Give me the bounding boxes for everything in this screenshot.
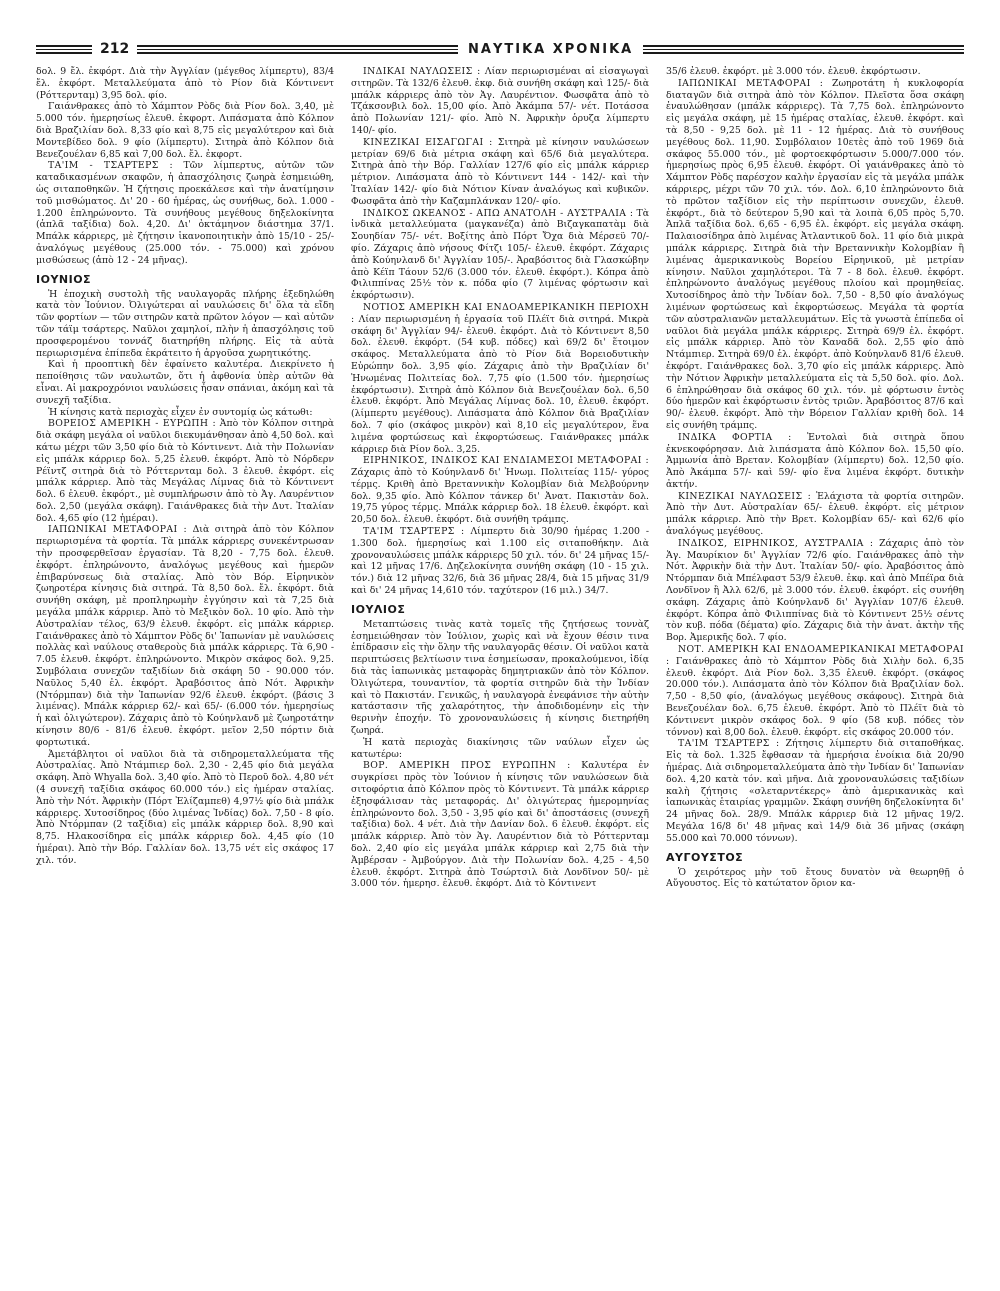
subsection-paragraph [666, 738, 964, 844]
subsection-heading: ΤΑ'ΙΜ ΤΣΑΡΤΕΡΣ : [678, 738, 780, 750]
subsection-body: Γαιάνθρακες ἀπὸ τὸ Χάμπτον Ρὸδς διὰ Χιλὴν δολ. 6,35 ἐλευθ. ἐκφόρτ. Διὰ Ρίον δολ. 3,35 ἐλευθ. ἐκφόρτ. (σκάφος 20.000 τόν.). Λιπάσματα ἀπὸ τὸν Κόλπον διὰ Βραζιλίαν δολ. 7,50 - 8,50 φίο, (ἀναλόγως μεγέθους σκάφους). Σιτηρὰ διὰ Βενεζουέλαν δολ. 6,75 ἐλευθ. ἐκφόρτ. Ἀπὸ τὸ Πλέϊτ διὰ τὸ Κόντινεντ μικρὸν σκάφος δολ. 9 φίο (58 κυβ. πόδες τὸν τόννον) καὶ 8,00 δολ. ἐλευθ. ἐκφόρτ. εἰς σκάφος 20.000 τόν. [666, 655, 964, 738]
subsection-heading: ΙΝΔΙΚΑΙ ΝΑΥΛΩΣΕΙΣ : [363, 66, 481, 77]
subsection-body: Λίαν περιωρισμέναι αἱ εἰσαγωγαὶ σιτηρῶν. Τὰ 132/6 ἐλευθ. ἐκφ. διὰ συνήθη σκάφη καὶ 125/- διὰ μπάλκ κάρριερς ἀπὸ τὸν Ἀγ. Λαυρέντιον. Φωσφᾶτα ἀπὸ τὸ Τζάκσονβιλ δολ. 15,00 φίο. Ἀπὸ Ἀκάμπα 57/- νέτ. Ποτάσσα ἀπὸ Πολωνίαν 121/- φίο. Ἀπὸ Ν. Ἀφρικὴν ὁρυζα λίμπερτυ 140/- φίο. [351, 66, 649, 136]
subsection-body: Τὰ ἰνδικὰ μεταλλεύματα (μαγκανέζα) ἀπὸ Βιζαγκαπατὰμ διὰ Σουηδίαν 75/- νέτ. Βοξίτης ἀπὸ Πόρτ Ὄχα διὰ Μέρσεϋ 70/- φίο. Ζάχαρις ἀπὸ νήσους Φίτζι 105/- ἐλευθ. ἐκφόρτ. Ζάχαρις ἀπὸ Κούηνλανδ δι' Ἀγγλίαν 105/-. Ἀραβόσιτος διὰ Γλασκώβην ἀπὸ Κέϊπ Τάουν 52/6 (3.000 τόν. ἐλευθ. ἐκφόρτ.). Κόπρα ἀπὸ Φιλιππίνας 25½ τὸν κ. πόδα φίο (7 λιμένας φόρτωσιν καὶ ἐκφόρτωσιν). [351, 207, 649, 302]
subsection-paragraph [666, 491, 964, 538]
subsection-paragraph [351, 455, 649, 526]
subsection-body: Ἐντολαὶ διὰ σιτηρὰ ὅπου ἐκνεκοφόρησαν. Διὰ λιπάσματα ἀπὸ Κόλπον δολ. 15,50 φίο. Ἀμμωνία ἀπὸ Βρεταν. Κολομβίαν (λίμπερτυ) δολ. 12,50 φίο. Ἀπὸ Ἀκάμπα 57/- καὶ 59/- φίο ἕνα λιμένα ἐκφόρτ. δυτικὴν ἀκτήν. [666, 431, 964, 490]
subsection-paragraph [666, 538, 964, 644]
subsection-body: Ζωηροτάτη ἡ κυκλοφορία διαταγῶν διὰ σιτηρὰ ἀπὸ τὸν Κόλπον. Πλεῖστα ὅσα σκάφη ἐναυλώθησαν (μπάλκ κάρριερς). Τὰ 7,75 δολ. ἐπληρώνοντο εἰς μεγάλα σκάφη, μὲ 15 ἡμέρας σταλίας, ἐλευθ. ἐκφόρτ. καὶ τὰ 8,50 - 9,25 δολ. μὲ 11 - 12 ἡμέρας. Διὰ τὸ συνήθους μεγέθους δολ. 11,90. Συμβόλαιον 10ετὲς ἀπὸ τοῦ 1969 διὰ σκάφος 55.000 τόν., μὲ φορτοεκφόρτωσιν 5.000/7.000 τόν. ἡμερησίως πρὸς 6,95 ἐλευθ. ἐκφόρτ. Οἱ γαιάνθρακες ἀπὸ τὸ Χάμπτον Ρὸδς παρέσχον καλὴν ἐργασίαν εἰς τὰ μεγάλα μπάλκ κάρριερς, μέχρι τῶν 70 χιλ. τόν. Δολ. 6,10 ἐπληρώνοντο διὰ τὸ πρῶτον ταξίδιον εἰς τὴν περίπτωσιν συνεχῶν, ἐλευθ. ἐκφόρτ., διὰ τὸ δεύτερον 5,90 καὶ τὰ λοιπὰ 6,05 πρὸς 5,70. Ἁπλᾶ ταξίδια δολ. 6,65 - 6,95 ἐλ. ἐκφόρτ. εἰς μεγάλα σκάφη. Παλαιοσίδηρα ἀπὸ λιμένας Ἀτλαντικοῦ δολ. 11 φίο διὰ μικρὰ μπάλκ κάρριερς. Σιτηρὰ διὰ τὴν Βρεταννικὴν Κολομβίαν ἢ λιμένας ἀμερικανικοὺς Βορείου Εἰρηνικοῦ, μὲ μετρίαν κίνησιν. Ναῦλοι χαμηλότεροι. Τὰ 7 - 8 δολ. ἐλευθ. ἐκφόρτ. ἐπληρώνοντο ἀναλόγως μεγέθους πλοίου καὶ προμηθείας. Χυτοσίδηρος ἀπὸ τὴν Ἰνδίαν δολ. 7,50 - 8,50 φίο ἀναλόγως λιμένων φορτώσεως καὶ ἐκφορτώσεως. Μεγάλα τὰ φορτία τῶν αὐστραλιανῶν μεταλλευμάτων. Εἰς τὰ γνωστὰ ἐπίπεδα οἱ ναῦλοι διὰ μεγάλα μπάλκ κάρριερς. Σιτηρὰ 69/9 ἐλ. ἐκφόρτ. εἰς μπάλκ κάρριερ. Ἀπὸ τὸν Καναδᾶ δολ. 2,55 φίο ἀπὸ Ντάμπιερ. Σιτηρὰ 69/0 ἐλ. ἐκφόρτ. ἀπὸ Κούηνλανδ 81/6 ἐλευθ. ἐκφόρτ. Γαιάνθρακες δολ. 3,70 φίο εἰς μπάλκ κάρριερς. Ἀπὸ τὴν Νότιον Ἀφρικὴν μεταλλεύματα εἰς τὰ 5,50 δολ. φίο. Δολ. 6 ἐπληρώθησαν διὰ σκάφος 60 χιλ. τόν. μὲ φόρτωσιν ἐντὸς δύο ἡμερῶν καὶ ἐκφόρτωσιν ἐντὸς τριῶν. Ἀραβόσιτος 87/6 καὶ 90/- ἐλευθ. ἐκφόρτ. Ἀπὸ τὴν Βόρειον Γαλλίαν κριθὴ δολ. 14 εἰς συνήθη τράμπς. [666, 77, 964, 431]
subsection-heading: ΕΙΡΗΝΙΚΟΣ, ΙΝΔΙΚΟΣ ΚΑΙ ΕΝΔΙΑΜΕΣΟΙ ΜΕΤΑΦΟΡΑΙ : [363, 455, 649, 467]
journal-title: ΝΑΥΤΙΚΑ ΧΡΟΝΙΚΑ [468, 41, 634, 57]
subsection-paragraph [666, 644, 964, 738]
header-rule-middle [137, 45, 458, 54]
section-heading-july: ΙΟΥΛΙΟΣ [351, 602, 406, 616]
subsection-body: Ζάχαρις ἀπὸ τὸν Ἁγ. Μαυρίκιον δι' Ἀγγλίαν 72/6 φίο. Γαιάνθρακες ἀπὸ τὴν Νότ. Ἀφρικὴν διὰ τὴν Δυτ. Ἰταλίαν 50/- φίο. Ἀραβόσιτος ἀπὸ Ντόρμπαν διὰ Μπέλφαστ 53/9 ἐλευθ. ἐκφ. καὶ ἀπὸ Μπέϊρα διὰ Λονδῖνον ἢ Ἀλλ 62/6, μὲ 3.000 τόν. ἐλευθ. ἐκφόρτ. εἰς συνήθη σκάφη. Ζάχαρις ἀπὸ Κούηνλανδ δι' Ἀγγλίαν 107/6 ἐλευθ. ἐκφόρτ. Κόπρα ἀπὸ Φιλιππίνας διὰ τὸ Κόντινεντ 25½ σέντς τὸν κυβ. πόδα (δέματα) φίο. Ζάχαρις διὰ τὴν ἀνατ. ἀκτὴν τῆς Βορ. Ἀμερικῆς δολ. 7 φίο. [666, 537, 964, 644]
subsection-paragraph [351, 66, 649, 137]
paragraph: δολ. 9 ἔλ. ἐκφόρτ. Διὰ τὴν Ἀγγλίαν (μέγεθος λίμπερτυ), 83/4 ἔλ. ἐκφόρτ. Μεταλλεύματα ἀπὸ τὸ Ρίον διὰ Κόντινεντ (Ρόττερνταμ) 3,95 δολ. φίο. [36, 66, 334, 101]
subsection-body: Διὰ σιτηρὰ ἀπὸ τὸν Κόλπον περιωρισμένα τὰ φορτία. Τὰ μπάλκ κάρριερς συνεκέντρωσαν τὴν προσφερθεῖσαν ἐργασίαν. Τὰ 8,20 - 7,75 δολ. ἐλευθ. ἐκφόρτ. ἐπληρώνοντο, ἀναλόγως μεγέθους καὶ ἡμερῶν ἐπιβαρύνσεως διὰ σταλίας. Ἀπὸ τὸν Βόρ. Εἰρηνικὸν ζωηροτέρα κίνησις διὰ σιτηρά. Τὰ 8,50 δολ. ἔλ. ἐκφόρτ. διὰ συνήθη σκάφη, μὲ προπληρωμὴν ἐγγύησιν καὶ τὰ 7,25 διὰ μεγάλα μπάλκ κάρριερ. Ἀπὸ τὸ Μεξικὸν δολ. 10 φίο. Ἀπὸ τὴν Αὐστραλίαν τέλος, 63/9 ἐλευθ. ἐκφόρτ. εἰς μπάλκ κάρριερ. Γαιάνθρακες ἀπὸ τὸ Χάμπτον Ρὸδς δι' Ἰαπωνίαν μὲ ναυλώσεις πολλὰς καὶ ναύλους σταθεροὺς διὰ μπάλκ κάρριερς. Τὰ 6,90 - 7.05 ἐλευθ. ἐκφόρτ. ἐπληρώνοντο. Μικρὸν σκάφος δολ. 9,25. Συμβόλαια συνεχῶν ταξιδίων διὰ σκάφη 50 - 90.000 τόν. Ναῦλος 5,40 ἐλ. ἐκφόρτ. Ἀραβόσιτος ἀπὸ Νότ. Ἀφρικὴν (Ντόρμπαν) διὰ τὴν Ἰαπωνίαν 92/6 ἐλευθ. ἐκφόρτ. (βάσις 3 λιμένας). Μπάλκ κάρριερ 62/- καὶ 65/- (6.000 τόν. ἡμερησίως ἡ καὶ ὀλιγώτερον). Ζάχαρις ἀπὸ τὸ Κούηνλανδ μὲ ζωηροτάτην κίνησιν 80/6 - 81/6 ἐλευθ. ἐκφόρτ. μεῖον 2,50 πόρτιν διὰ φορτωτικά. [36, 524, 334, 748]
header-rule-right [643, 45, 964, 54]
subsection-heading: ΤΑ'ΙΜ ΤΣΑΡΤΕΡΣ : [363, 526, 465, 538]
paragraph: Ἡ ἐποχικὴ συστολὴ τῆς ναυλαγορᾶς πλήρης ἐξεδηλώθη κατὰ τὸν Ἰούνιον. Ὀλιγώτεραι αἱ ναυλώσεις δι' ὅλα τὰ εἴδη τῶν φορτίων — τῶν σιτηρῶν κατὰ πρῶτον λόγον — καὶ αὐτῶν τῶν τάϊμ τσάρτερς. Ναῦλοι χαμηλοί, πλὴν ἡ ἀπασχόλησις τοῦ προσφερομένου τοννάζ διατηρήθη πλήρης. Εἰς τὰ αὐτὰ περιωρισμένα ἐπίπεδα ἐκράτειτο ἡ ἀργοῦσα χωρητικότης. [36, 288, 334, 359]
subsection-paragraph [666, 78, 964, 432]
subsection-heading: ΙΑΠΩΝΙΚΑΙ ΜΕΤΑΦΟΡΑΙ : [48, 524, 188, 536]
subsection-paragraph [351, 208, 649, 302]
paragraph: Ὁ χειρότερος μὴν τοῦ ἔτους δυνατὸν νὰ θεωρηθῇ ὁ Αὔγουστος. Εἰς τὸ κατώτατον ὅριον κα- [666, 866, 964, 890]
paragraph: Καὶ ἡ προοπτικὴ δὲν ἐφαίνετο καλυτέρα. Διεκρίνετο ἡ πεποίθησις τῶν ναυλωτῶν, ὅτι ἡ ἀφθονία ὑπὲρ αὐτῶν θὰ εἶναι. Αἱ μακροχρόνιοι ναυλώσεις ἦσαν σπάνιαι, ἀκόμη καὶ τὰ συνεχῆ ταξίδια. [36, 359, 334, 406]
subsection-heading: ΙΝΔΙΚΟΣ ΩΚΕΑΝΟΣ - ΑΠΩ ΑΝΑΤΟΛΗ - ΑΥΣΤΡΑΛΙΑ : [363, 207, 634, 219]
text-columns [36, 66, 964, 1276]
subsection-paragraph [36, 524, 334, 748]
subsection-heading: ΚΙΝΕΖΙΚΑΙ ΕΙΣΑΓΩΓΑΙ : [363, 136, 493, 148]
subsection-paragraph [351, 302, 649, 455]
subsection-body: Ζάχαρις ἀπὸ τὸ Κούηνλανδ δι' Ἡνωμ. Πολιτείας 115/- γύρος τέρμς. Κριθὴ ἀπὸ Βρεταννικὴν Κολομβίαν διὰ Μελβούρνην δολ. 9,35 φίο. Ἀπὸ Κόλπον τάνκερ δι' Ἀνατ. Πακιστὰν δολ. 19,75 γύρος τέρμς. Μπάλκ κάρριερ δολ. 18 ἐλευθ. ἐκφόρτ. καὶ 20,50 δολ. ἐλευθ. ἐκφόρτ. διὰ συνήθη τράμπς. [351, 467, 649, 526]
subsection-heading: ΙΑΠΩΝΙΚΑΙ ΜΕΤΑΦΟΡΑΙ : [678, 77, 824, 89]
subsection-heading: ΒΟΡ. ΑΜΕΡΙΚΗ ΠΡΟΣ ΕΥΡΩΠΗΝ : [363, 760, 571, 772]
column-1 [36, 66, 334, 1276]
subsection-heading: ΤΑ'ΙΜ - ΤΣΑΡΤΕΡΣ : [48, 160, 174, 172]
paragraph: 35/6 ἐλευθ. ἐκφόρτ. μὲ 3.000 τόν. ἐλευθ. ἐκφόρτωσιν. [666, 66, 921, 77]
section-heading-august: ΑΥΓΟΥΣΤΟΣ [666, 850, 744, 864]
subsection-body: Ζήτησις λίμπερτυ διὰ σιταποθήκας. Εἰς τὰ δολ. 1.325 ἔφθασαν τὰ ἡμερήσια ἐνοίκια διὰ 20/90 ἡμέρας. Διὰ σιδηρομεταλλεύματα ἀπὸ τὴν Ἰνδίαν δι' Ἰαπωνίαν δολ. 4,20 κατὰ τόν. καὶ μῆνα. Διὰ χρονοναυλώσεις ταξιδίων καλὴ ζήτησις «σλεταρντέκερς» ἀπὸ ἀμερικανικὰς καὶ ἰαπωνικὰς ἑταιρίας γραμμῶν. Σκάφη συνήθη δηζελοκίνητα δι' 24 μῆνας δολ. 28/9. Μπάλκ κάρριερ διὰ 12 μῆνας 19/2. Μεγάλα 16/8 δι' 48 μῆνας καὶ 14/9 διὰ 36 μῆνας (σκάφη 55.000 καὶ 70.000 τόννων). [666, 738, 964, 844]
subsection-body: Λίμπερτυ διὰ 30/90 ἡμέρας 1.200 - 1.300 δολ. ἡμερησίως καὶ 1.100 εἰς σιταποθήκην. Διὰ χρονοναυλώσεις μπάλκ κάρριερς 50 χιλ. τόν. δι' 24 μῆνας 15/- καὶ 12 μῆνας 17/6. Δηζελοκίνητα συνήθη σκάφη (10 - 15 χιλ. τόν.) διὰ 12 μῆνας 32/6, διὰ 36 μῆνας 28/4, διὰ 15 μῆνας 31/9 καὶ δι' 24 μῆνας 14,610 τόν. ταχύτερον (16 μιλ.) 34/7. [351, 526, 649, 597]
subsection-paragraph [36, 418, 334, 524]
subsection-heading: ΝΟΤ. ΑΜΕΡΙΚΗ ΚΑΙ ΕΝΔΟΑΜΕΡΙΚΑΝΙΚΑΙ ΜΕΤΑΦΟΡΑΙ : [666, 644, 964, 667]
paragraph: Ἀμετάβλητοι οἱ ναῦλοι διὰ τὰ σιδηρομεταλλεύματα τῆς Αὐστραλίας. Ἀπὸ Ντάμπιερ δολ. 2,30 - 2,45 φίο διὰ μεγάλα σκάφη. Ἀπὸ Whyalla δολ. 3,40 φίο. Ἀπὸ τὸ Περοῦ δολ. 4,80 νέτ (4 συνεχῆ ταξίδια σκάφος 60.000 τόν.) εἰς ἡμέραν σταλίας. Ἀπὸ τὴν Νότ. Ἀφρικὴν (Πόρτ Ἐλίζαμπεθ) 4,97½ φίο διὰ μπάλκ κάρριερς. Χυτοσίδηρος (δύο λιμένας Ἰνδίας) δολ. 7,50 - 8 φίο. Ἀπὸ Ντόρμπαν (2 ταξίδια) εἰς μπάλκ κάρριερ δολ. 8,90 καὶ 8,75. Ηλακοσίδηρα εἰς μπάλκ κάρριερ δολ. 4,45 φίο (10 ἡμέραι). Ἀπὸ τὴν Βόρ. Γαλλίαν δολ. 13,75 νέτ εἰς σκάφος 17 χιλ. τόν. [36, 748, 334, 866]
page-number: 212 [100, 41, 130, 57]
subsection-paragraph [351, 760, 649, 890]
subsection-body: Λίαν περιωρισμένη ἡ ἐργασία τοῦ Πλέϊτ διὰ σιτηρά. Μικρὰ σκάφη δι' Ἀγγλίαν 94/- ἐλευθ. ἐκφόρτ. Διὰ τὸ Κόντινεντ 8,50 δολ. ἐλευθ. ἐκφόρτ. (54 κυβ. πόδες) καὶ 69/2 δι' ἕτοιμον σκάφος. Μεταλλεύματα ἀπὸ τὸ Ρίον διὰ Βορειοδυτικὴν Εὐρώπην δολ. 3,95 φίο. Ζάχαρις ἀπὸ τὴν Βραζιλίαν δι' Ἠνωμένας Πολιτείας δολ. 7,75 φίο (1.500 τόν. ἡμερησίως ἐκφόρτωσιν). Σιτηρὰ ἀπὸ Κόλπον διὰ Βενεζουέλαν δολ. 6,50 ἐλευθ. ἐκφόρτ. Ἀπὸ Μεγάλας Λίμνας δολ. 10, ἐλευθ. ἐκφόρτ. (λίμπερτυ μεγέθους). Λιπάσματα ἀπὸ Κόλπον διὰ Βραζιλίαν δολ. 7 φίο (σκάφος μικρὸν) καὶ 8,10 εἰς μεγαλύτερον, ἕνα λιμένα φορτώσεως καὶ ἐκφορτώσεως. Γαιάνθρακες μπάλκ κάρριερ διὰ Ρίον δολ. 3,25. [351, 313, 649, 455]
subsection-body: Τῶν λίμπερτυς, αὐτῶν τῶν καταδικασμένων σκαφῶν, ἡ ἀπασχόλησις ζωηρὰ ἐσημειώθη, ὡς σιταποθηκῶν. Ἡ ζήτησις προεκάλεσε καὶ τὴν ἀνατίμησιν τοῦ μισθώματος. Δι' 20 - 60 ἡμέρας, ὡς συνήθως, δολ. 1.000 - 1.200 ἐπληρώνοντο. Τὰ συνήθους μεγέθους δηξελοκίνητα (ἁπλᾶ ταξίδια) δολ. 4,20. Δι' ὀκτάμηνον διάστημα 37/1. Μπάλκ κάρριερς, μὲ ζήτησιν ἱκανοποιητικὴν ἀπὸ 15/10 - 25/- ἀναλόγως μεγέθους (25.000 τόν. - 75.000) καὶ χρόνου μισθώσεως (ἀπὸ 12 - 24 μῆνας). [36, 160, 334, 266]
subsection-body: Ἀπὸ τὸν Κόλπον σιτηρὰ διὰ σκάφη μεγάλα οἱ ναῦλοι διεκυμάνθησαν ἀπὸ 4,50 δολ. καὶ κάτω μέχρι τῶν 3,50 φίο διὰ τὸ Κόντινεντ. Διὰ τὴν Πολωνίαν εἰς μπάλκ κάρριερ δολ. 5,25 ἐλευθ. ἐκφόρτ. Ἀπὸ τὸ Νόρδερν Ρέϊντζ σιτηρὰ διὰ τὸ Ρόττερνταμ δολ. 3 ἐλευθ. ἐκφόρτ. εἰς μπάλκ κάρριερ. Ἀπὸ τὰς Μεγάλας Λίμνας διὰ τὸ Κόντινεντ δολ. 6 ἐλευθ. ἐκφόρτ., μὲ συμπλήρωσιν ἀπὸ τὸ Ἀγ. Λαυρέντιον δολ. 2,50 (μεγάλα σκάφη). Γαιάνθρακες διὰ τὴν Δυτ. Ἰταλίαν δολ. 4,65 φίο (12 ἡμέραι). [36, 418, 334, 524]
subsection-paragraph [351, 137, 649, 208]
paragraph: Μεταπτώσεις τινὰς κατὰ τομεῖς τῆς ζητήσεως τοννὰζ ἐσημειώθησαν τὸν Ἰούλιον, χωρὶς καὶ νὰ ἔχουν θέσιν τινα ἐπίδρασιν εἰς τὴν ὅλην τῆς ναυλαγορᾶς θέσιν. Οἱ ναῦλοι κατὰ περιπτώσεις βελτίωσιν τινα ἐσημείωσαν, προκαλούμενοι, ἰδίᾳ διὰ τὰς ἰαπωνικὰς μεταφορὰς δημητριακῶν ἀπὸ τὸν Κόλπον. Ὀλιγώτερα, τουναντίον, τὰ φορτία σιτηρῶν διὰ τὴν Ἰνδίαν καὶ τὸ Πακιστάν. Γενικῶς, ἡ ναυλαγορὰ ἐνεφάνισε τὴν αὐτὴν κατάστασιν τῆς χαλαρότητος, τὴν ἀποδιδομένην εἰς τὴν θερινὴν ἐποχήν. Τὸ χρονοναυλώσεις ἡ κίνησις διετηρήθη ζωηρά. [351, 618, 649, 737]
subsection-paragraph [351, 526, 649, 597]
column-2 [351, 66, 649, 1276]
subsection-body: Καλυτέρα ἐν συγκρίσει πρὸς τὸν Ἰούνιον ἡ κίνησις τῶν ναυλώσεων διὰ σιτοφόρτια ἀπὸ Κόλπον πρὸς τὸ Κόντινεντ. Τὰ μπάλκ κάρριερ ἐξησφάλισαν τὰς μεταφοράς. Δι' ὀλιγώτερας ἡμερομηνίας ἐπληρώνοντο δολ. 3,50 - 3,95 φίο καὶ δι' ἀποστάσεις (συνεχῆ ταξίδια) δολ. 4 νέτ. Διὰ τὴν Δανίαν δολ. 6 ἐλευθ. ἐκφόρτ. εἰς μπάλκ κάρριερ. Ἀπὸ τὸν Ἁγ. Λαυρέντιον διὰ τὸ Ρόττερνταμ δολ. 2,40 φίο εἰς μεγάλα μπάλκ κάρριερ καὶ 2,75 διὰ τὴν Ἀμβέρσαν - Ἀμβούργον. Διὰ τὴν Πολωνίαν δολ. 4,25 - 4,50 ἐλευθ. ἐκφόρτ. Σιτηρὰ ἀπὸ Τσώρτσιλ διὰ Λονδῖνον 50/- μὲ 3.000 τόν. ἡμερησ. ἐλευθ. ἐκφόρτ. Διὰ τὸ Κόντινεντ [351, 760, 649, 890]
paragraph: Γαιάνθρακες ἀπὸ τὸ Χάμπτον Ρὸδς διὰ Ρίον δολ. 3,40, μὲ 5.000 τόν. ἡμερησίως ἐλευθ. ἐκφορτ. Λιπάσματα ἀπὸ Κόλπον διὰ Βραζιλίαν δολ. 8,33 φίο καὶ 8,75 εἰς μεγαλύτερον καὶ διὰ Μοντεβίδεο δολ. 9 φίο (λίμπερτυ). Σιτηρὰ ἀπὸ Κόλπον διὰ Βενεζουέλαν 6,85 καὶ 7,00 δολ. ἔλ. ἐκφορτ. [36, 101, 334, 160]
subsection-heading: ΒΟΡΕΙΟΣ ΑΜΕΡΙΚΗ - ΕΥΡΩΠΗ : [48, 418, 217, 430]
column-3 [666, 66, 964, 1276]
subsection-body: Ἐλάχιστα τὰ φορτία σιτηρῶν. Ἀπὸ τὴν Δυτ. Αὐστραλίαν 65/- ἐλευθ. ἐκφόρτ. εἰς μέτριον μπάλκ κάρριερ. Ἀπὸ τὴν Βρετ. Κολομβίαν 65/- καὶ 62/6 φίο ἀναλόγως μεγέθους. [666, 490, 964, 538]
subsection-heading: ΝΟΤΙΟΣ ΑΜΕΡΙΚΗ ΚΑΙ ΕΝΔΟΑΜΕΡΙΚΑΝΙΚΗ ΠΕΡΙΟΧΗ : [351, 301, 649, 325]
header-rule-left [36, 45, 92, 54]
subsection-heading: ΚΙΝΕΖΙΚΑΙ ΝΑΥΛΩΣΕΙΣ : [678, 490, 812, 502]
subsection-paragraph [36, 160, 334, 266]
subsection-heading: ΙΝΔΙΚΟΣ, ΕΙΡΗΝΙΚΟΣ, ΑΥΣΤΡΑΛΙΑ : [678, 537, 874, 549]
page-header [36, 36, 964, 62]
paragraph: Ἡ κατὰ περιοχὰς διακίνησις τῶν ναύλων εἶχεν ὡς κατωτέρω: [351, 736, 649, 760]
paragraph: Ἡ κίνησις κατὰ περιοχὰς εἶχεν ἐν συντομίᾳ ὡς κάτωθι: [48, 406, 313, 418]
subsection-paragraph [666, 432, 964, 491]
section-heading-june: ΙΟΥΝΙΟΣ [36, 272, 92, 286]
subsection-heading: ΙΝΔΙΚΑ ΦΟΡΤΙΑ : [678, 431, 792, 443]
subsection-body: Σιτηρὰ μὲ κίνησιν ναυλώσεων μετρίαν 69/6 διὰ μέτρια σκάφη καὶ 65/6 διὰ μεγαλύτερα. Σιτηρὰ ἀπὸ τὴν Βόρ. Γαλλίαν 127/6 φίο εἰς μπάλκ κάρριερ μέτριον. Λιπάσματα ἀπὸ τὸ Κόντινεντ 144 - 142/- καὶ τὴν Ἰταλίαν 142/- φίο διὰ Νότιον Κίναν ἀναλόγως καὶ κυβικῶν. Φωσφᾶτα ἀπὸ τὴν Καζαμπλάνκαν 120/- φίο. [351, 136, 649, 207]
